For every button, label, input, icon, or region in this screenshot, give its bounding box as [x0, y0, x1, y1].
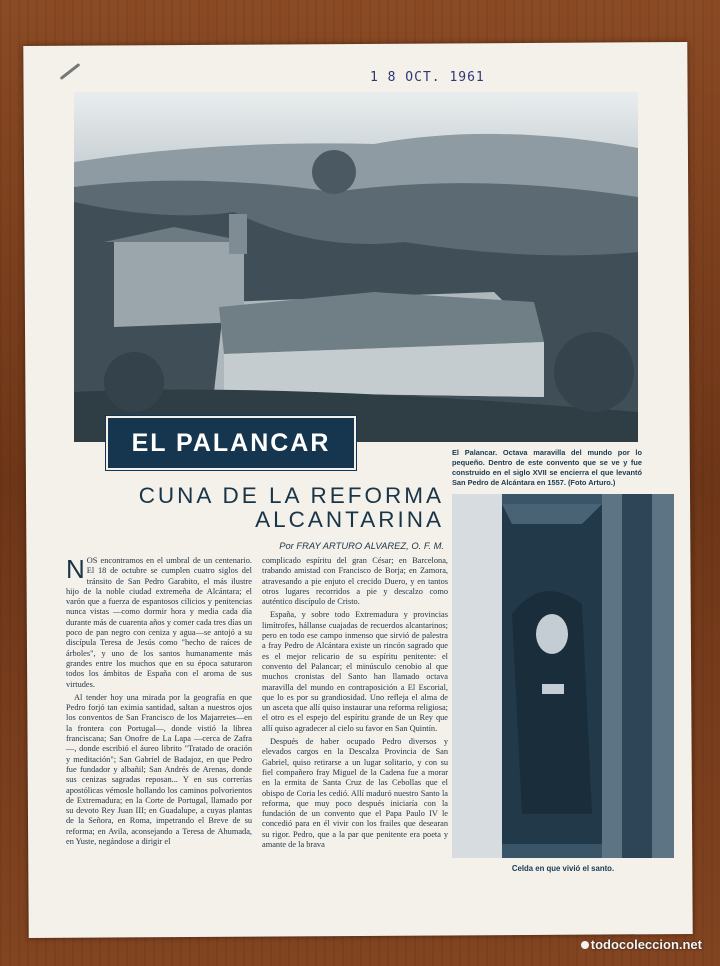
byline: Por FRAY ARTURO ALVAREZ, O. F. M.: [279, 540, 444, 551]
photo-caption-top: El Palancar. Octava maravilla del mundo por lo pequeño. Dentro de este convento que se ve y fue construido en el siglo XVII se encierra el que levantó San Pedro de Alcántara en 1557. (Foto Arturo.): [452, 448, 642, 487]
photo-caption-right: Celda en que vivió el santo.: [511, 864, 615, 873]
section-title: EL PALANCAR: [131, 428, 331, 457]
paragraph: NOS encontramos en el umbral de un centenario. El 18 de octubre se cumplen cuatro siglos del tránsito de San Pedro Garabito, el más ilustre hijo de la noble ciudad extremeña de Alcántara; el varón que a fuerza de espantosos cilicios y penitencias nunca vistas —como dormir hora y media cada día durante más de cuarenta años y comer cada tres días un poco de pan negro con ceniza y agua—se antojó a su discípula Teresa de Jesús como "hecho de raíces de árboles", y uno de los santos humanamente más grandes entre los muchos que en su época saturaron todos los ámbitos de España con el aroma de sus virtudes.: [66, 554, 252, 689]
headline-line-1: CUNA DE LA REFORMA: [138, 483, 444, 508]
article-column-1: [66, 556, 252, 850]
paragraph: Después de haber ocupado Pedro diversos y elevados cargos en la Descalza Provincia de San Gabriel, quiso retirarse a un lugar solitario, y con su fiel compañero fray Miguel de la Cadena fue a morar en la ermita de Santa Cruz de las Cebollas que el obispo de Coria les cedió. Allí maduró nuestro Santo la reforma, que muy poco después iniciaría con la fundación de un convento que el Papa Paulo IV le concedió para en él vivir con los frailes que desearan su rigor. Pedro, que a la par que penitente era poeta y amante de la brava: [262, 737, 448, 850]
headline: [60, 484, 444, 532]
date-stamp: 1 8 OCT. 1961: [370, 70, 485, 85]
convent-landscape-photo: [74, 92, 638, 442]
section-title-banner: [106, 416, 356, 470]
article-column-2: [262, 556, 448, 853]
headline-line-2: ALCANTARINA: [255, 507, 444, 532]
monk-cell-photo: [452, 494, 674, 858]
paragraph: Al tender hoy una mirada por la geografía en que Pedro forjó tan eximia santidad, saltan a nuestros ojos los conventos de San Francisco de los Majarretes—en la frontera con Portugal—, donde vistió la librea franciscana; San Onofre de La Lapa —cerca de Zafra—, donde escribió el áureo librito "Tratado de oración y meditación"; San Gabriel de Badajoz, en que Pedro fue fundador y albañil; San Andrés de Arenas, donde sus cenizas sagradas reposan... Y en sus correrías apostólicas vémosle hollando los caminos polvorientos de Extremadura; en la Corte de Portugal, llamado por su devoto Rey Juan III; en Guadalupe, a cuyas plantas de la Señora, en Roma, impetrando el Breve de su reforma; en Avila, aconsejando a Teresa de Ahumada, en Yuste, negándose a dirigir el: [66, 692, 252, 847]
watermark: todocoleccion.net: [581, 937, 702, 952]
paragraph: España, y sobre todo Extremadura y provincias limítrofes, hállanse cuajadas de recuerdos alcantarinos; pero en todo ese campo inmenso que sirvió de palestra a fray Pedro de Alcántara existe un rincón sagrado que es el mejor relicario de su espíritu penitente: el convento del Palancar; el minúsculo cenobio al que muchos cronistas del Santo han llamado octava maravilla del mundo en contraposición a El Escorial, que lo es por su grandiosidad. Uno refleja el alma de un asceta que allí quiso instaurar una reforma religiosa; el otro es el espejo del espíritu grande de un Rey que allí quiso agradecer al cielo su favor en San Quintín.: [262, 610, 448, 733]
drop-cap: N: [66, 554, 85, 584]
paragraph: complicado espíritu del gran César; en Barcelona, trabando amistad con Francisco de Borja; en Zamora, atravesando a pie enjuto el crecido Duero, y en tantos otros lugares recorridos a pie y descalzo como auténtico discípulo de Cristo.: [262, 556, 448, 607]
watermark-icon: [581, 941, 589, 949]
